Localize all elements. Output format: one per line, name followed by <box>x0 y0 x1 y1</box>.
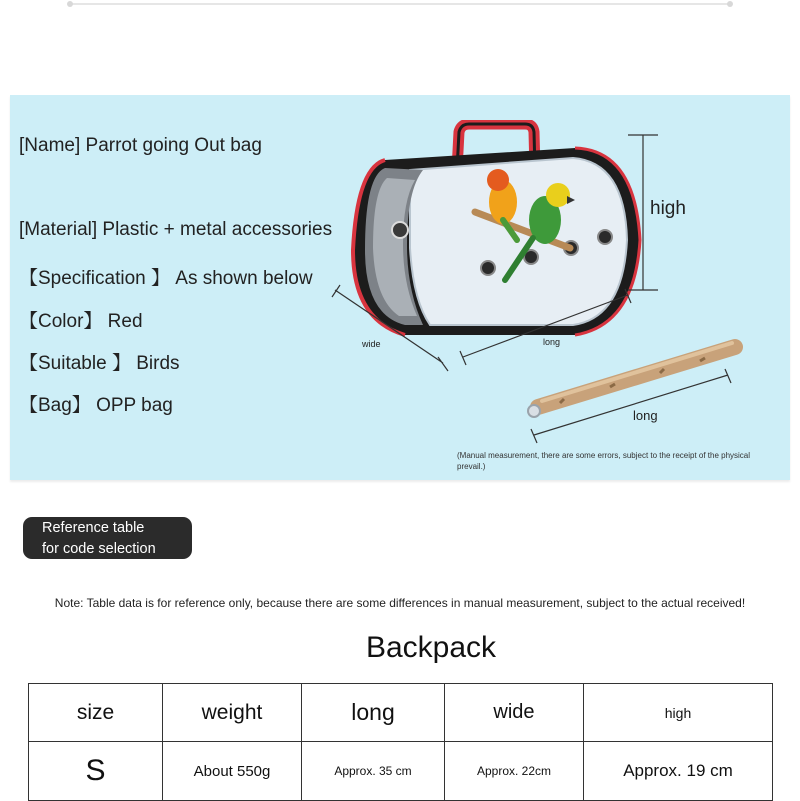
spec-suitable: 【Suitable 】 Birds <box>19 353 180 374</box>
reference-table-badge <box>23 517 192 559</box>
cell-size: S <box>29 742 163 801</box>
cell-high: Approx. 19 cm <box>584 742 773 801</box>
cell-wide: Approx. 22cm <box>445 742 584 801</box>
spec-color: 【Color】 Red <box>19 311 143 332</box>
label-high: high <box>650 198 686 219</box>
label-perch-long: long <box>633 408 658 423</box>
header-size: size <box>29 684 163 742</box>
header-long: long <box>302 684 445 742</box>
header-wide: wide <box>445 684 584 742</box>
reference-line-1: Reference table <box>42 520 145 536</box>
label-wide: wide <box>362 339 381 349</box>
table-row <box>29 742 773 801</box>
header-high: high <box>584 684 773 742</box>
table-note: Note: Table data is for reference only, because there are some differences in manual measurement, subject to the actual received! <box>54 596 746 610</box>
top-divider <box>70 3 730 5</box>
spec-name: [Name] Parrot going Out bag <box>19 135 262 156</box>
reference-line-2: for code selection <box>42 541 156 557</box>
section-title: Backpack <box>365 631 497 664</box>
label-long: long <box>543 337 561 347</box>
product-info-panel <box>10 95 790 480</box>
spec-material: [Material] Plastic + metal accessories <box>19 219 333 240</box>
dimension-lines <box>10 95 790 480</box>
cell-weight: About 550g <box>163 742 302 801</box>
spec-specification: 【Specification 】 As shown below <box>19 268 313 289</box>
spec-bag: 【Bag】 OPP bag <box>19 395 173 416</box>
size-table <box>28 683 773 801</box>
divider-dot-right <box>727 1 733 7</box>
cell-long: Approx. 35 cm <box>302 742 445 801</box>
table-header-row <box>29 684 773 742</box>
divider-dot-left <box>67 1 73 7</box>
measurement-footnote: (Manual measurement, there are some errors, subject to the receipt of the physical prevail.) <box>457 451 751 471</box>
header-weight: weight <box>163 684 302 742</box>
